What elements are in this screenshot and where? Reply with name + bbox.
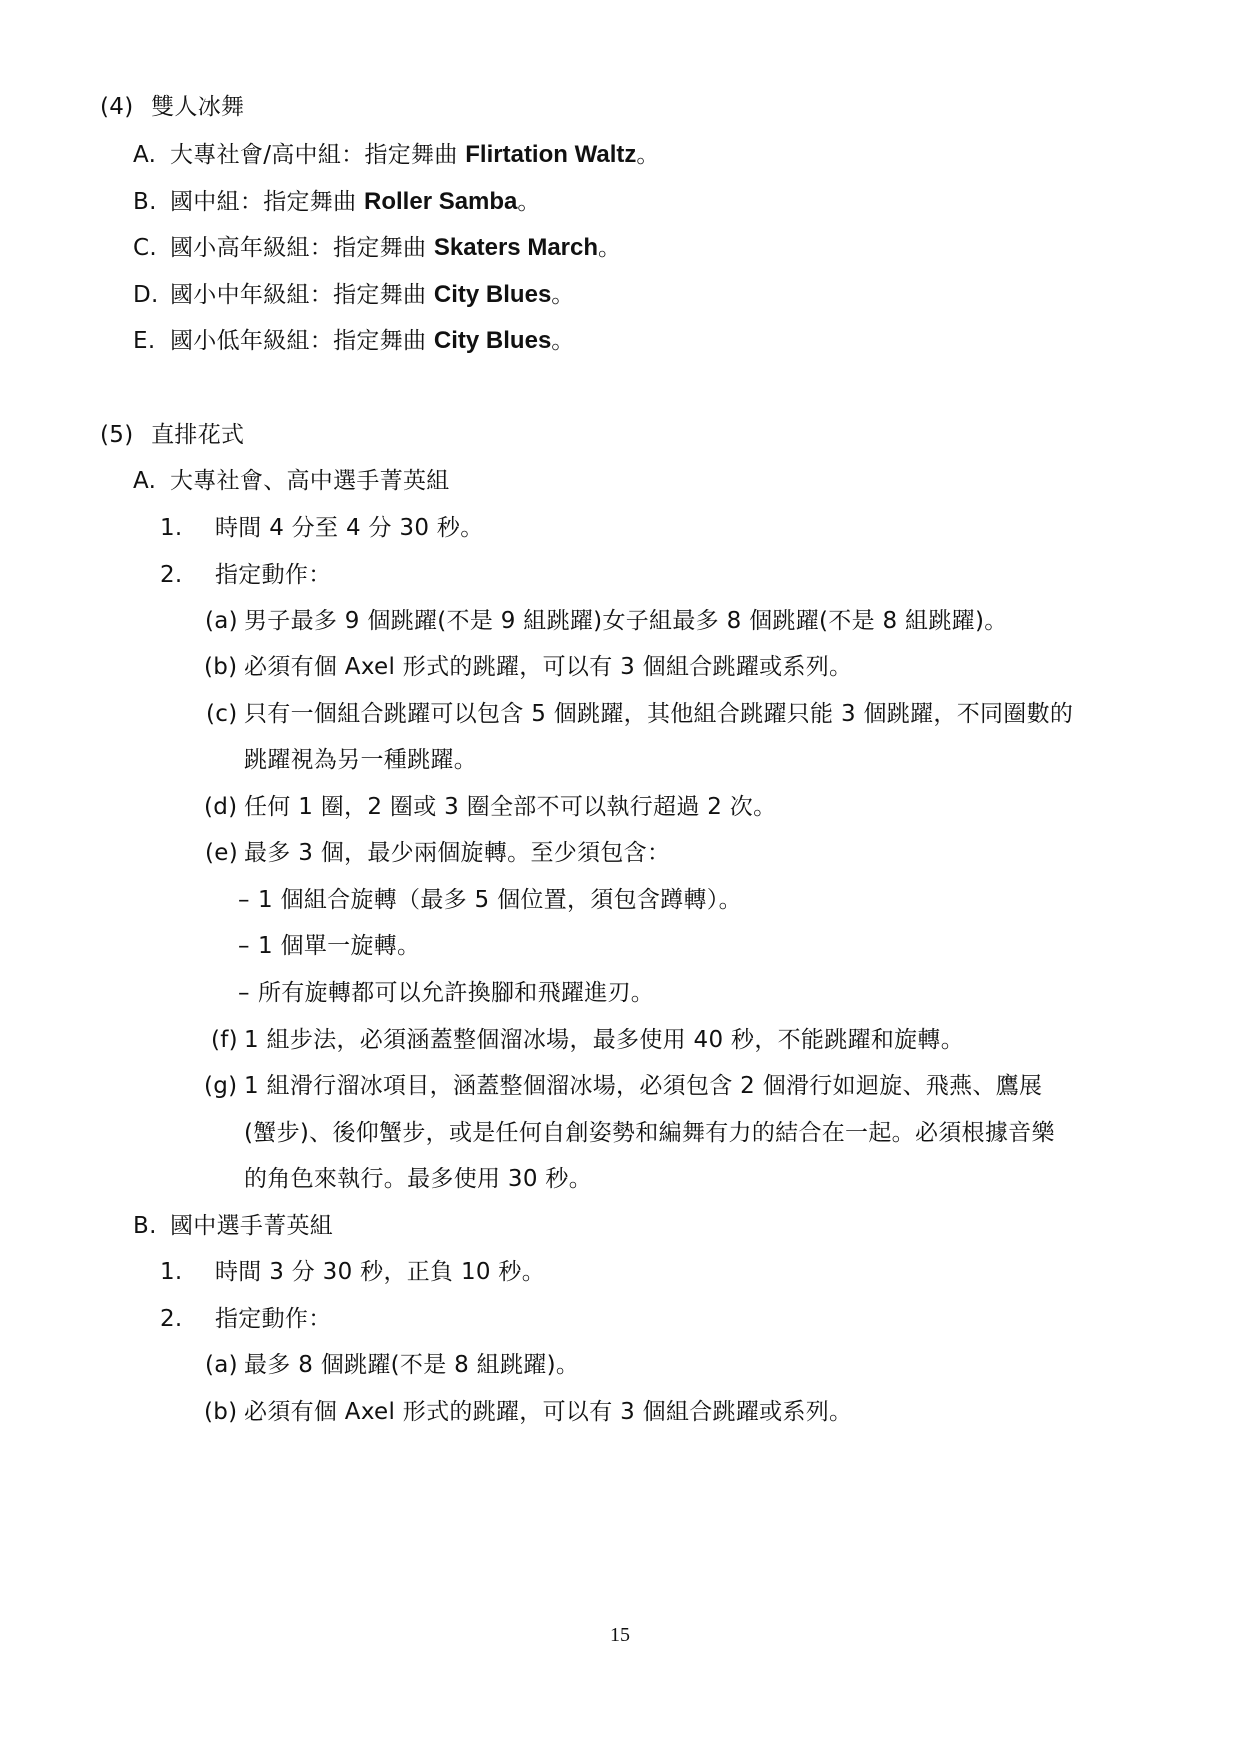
rule-item: [206, 699, 1074, 729]
list-item: [133, 140, 660, 170]
rule-label: (b): [204, 654, 238, 680]
song-name: Flirtation Waltz: [465, 141, 637, 168]
rule-label: (a): [205, 608, 238, 634]
numbered-item: [160, 513, 484, 543]
item-text: 時間 4 分至 4 分 30 秒。: [215, 515, 484, 541]
list-item: [133, 280, 575, 310]
song-name: Roller Samba: [364, 188, 518, 215]
rule-item: [211, 1025, 965, 1055]
rule-item: [205, 838, 671, 868]
rule-item: [204, 1397, 853, 1427]
dash-text: 1 個組合旋轉（最多 5 個位置，須包含蹲轉）。: [258, 887, 742, 913]
rule-item: [204, 1071, 1043, 1101]
item-text: 國小中年級組：指定舞曲 City Blues。: [170, 281, 575, 308]
list-item: [133, 187, 541, 217]
song-name: City Blues: [433, 327, 552, 354]
rule-item: [205, 1350, 580, 1380]
rule-continuation: [244, 1164, 592, 1194]
numbered-item: [160, 1257, 545, 1287]
dash-item: [238, 978, 655, 1008]
rule-text: 任何 1 圈，2 圈或 3 圈全部不可以執行超過 2 次。: [244, 794, 777, 820]
rule-text: 最多 8 個跳躍(不是 8 組跳躍)。: [244, 1352, 580, 1378]
dash-item: [238, 885, 742, 915]
dash-bullet: –: [238, 887, 250, 913]
rule-item: [204, 652, 853, 682]
rule-label: (e): [205, 840, 238, 866]
rule-label: (g): [204, 1073, 238, 1099]
dash-bullet: –: [238, 980, 250, 1006]
rule-text: 1 組滑行溜冰項目，涵蓋整個溜冰場，必須包含 2 個滑行如迴旋、飛燕、鷹展: [244, 1073, 1043, 1099]
list-item: [133, 326, 575, 356]
rule-text: 跳躍視為另一種跳躍。: [244, 747, 477, 773]
dash-text: 所有旋轉都可以允許換腳和飛躍進刃。: [258, 980, 655, 1006]
item-label: D.: [133, 282, 159, 308]
dash-item: [238, 931, 421, 961]
item-number: 2.: [160, 1306, 183, 1332]
section-title: 直排花式: [151, 422, 245, 448]
item-text: 國中組：指定舞曲 Roller Samba。: [170, 188, 541, 215]
item-text: 指定動作：: [215, 1306, 332, 1332]
item-label: E.: [133, 328, 156, 354]
song-name: Skaters March: [433, 234, 599, 261]
item-text: 國小低年級組：指定舞曲 City Blues。: [170, 327, 575, 354]
rule-continuation: [244, 745, 477, 775]
rule-label: (a): [205, 1352, 238, 1378]
rule-label: (d): [204, 794, 238, 820]
item-text: 時間 3 分 30 秒，正負 10 秒。: [215, 1259, 546, 1285]
rule-text: 必須有個 Axel 形式的跳躍，可以有 3 個組合跳躍或系列。: [244, 654, 853, 680]
subsection-heading: [133, 466, 450, 496]
rule-text: (蟹步)、後仰蟹步，或是任何自創姿勢和編舞有力的結合在一起。必須根據音樂: [244, 1120, 1055, 1146]
rule-text: 只有一個組合跳躍可以包含 5 個跳躍，其他組合跳躍只能 3 個跳躍，不同圈數的: [244, 701, 1074, 727]
item-label: A.: [133, 142, 157, 168]
rule-text: 的角色來執行。最多使用 30 秒。: [244, 1166, 592, 1192]
rule-text: 最多 3 個，最少兩個旋轉。至少須包含：: [244, 840, 671, 866]
subsection-title: 大專社會、高中選手菁英組: [170, 468, 450, 494]
item-text: 大專社會/高中組：指定舞曲 Flirtation Waltz。: [170, 141, 660, 168]
subsection-label: B.: [133, 1213, 157, 1239]
numbered-item: [160, 1304, 332, 1334]
rule-continuation: [244, 1118, 1055, 1148]
dash-text: 1 個單一旋轉。: [258, 933, 421, 959]
rule-text: 必須有個 Axel 形式的跳躍，可以有 3 個組合跳躍或系列。: [244, 1399, 853, 1425]
subsection-title: 國中選手菁英組: [170, 1213, 334, 1239]
section-number: (5): [100, 422, 134, 448]
item-label: C.: [133, 235, 157, 261]
rule-label: (b): [204, 1399, 238, 1425]
list-item: [133, 233, 621, 263]
item-number: 1.: [160, 515, 183, 541]
page-number: 15: [610, 1624, 630, 1646]
item-label: B.: [133, 189, 157, 215]
section-number: (4): [100, 94, 134, 120]
item-text: 國小高年級組：指定舞曲 Skaters March。: [170, 234, 622, 261]
song-name: City Blues: [433, 281, 552, 308]
subsection-label: A.: [133, 468, 157, 494]
rule-label: (f): [211, 1027, 238, 1053]
section-heading: [100, 92, 244, 122]
subsection-heading: [133, 1211, 333, 1241]
item-text: 指定動作：: [215, 562, 332, 588]
rule-text: 1 組步法，必須涵蓋整個溜冰場，最多使用 40 秒，不能跳躍和旋轉。: [244, 1027, 965, 1053]
rule-label: (c): [206, 701, 238, 727]
item-number: 1.: [160, 1259, 183, 1285]
item-number: 2.: [160, 562, 183, 588]
rule-item: [205, 606, 1008, 636]
rule-item: [204, 792, 777, 822]
rule-text: 男子最多 9 個跳躍(不是 9 組跳躍)女子組最多 8 個跳躍(不是 8 組跳躍)。: [244, 608, 1008, 634]
dash-bullet: –: [238, 933, 250, 959]
section-title: 雙人冰舞: [151, 94, 245, 120]
numbered-item: [160, 560, 332, 590]
section-heading: [100, 420, 244, 450]
